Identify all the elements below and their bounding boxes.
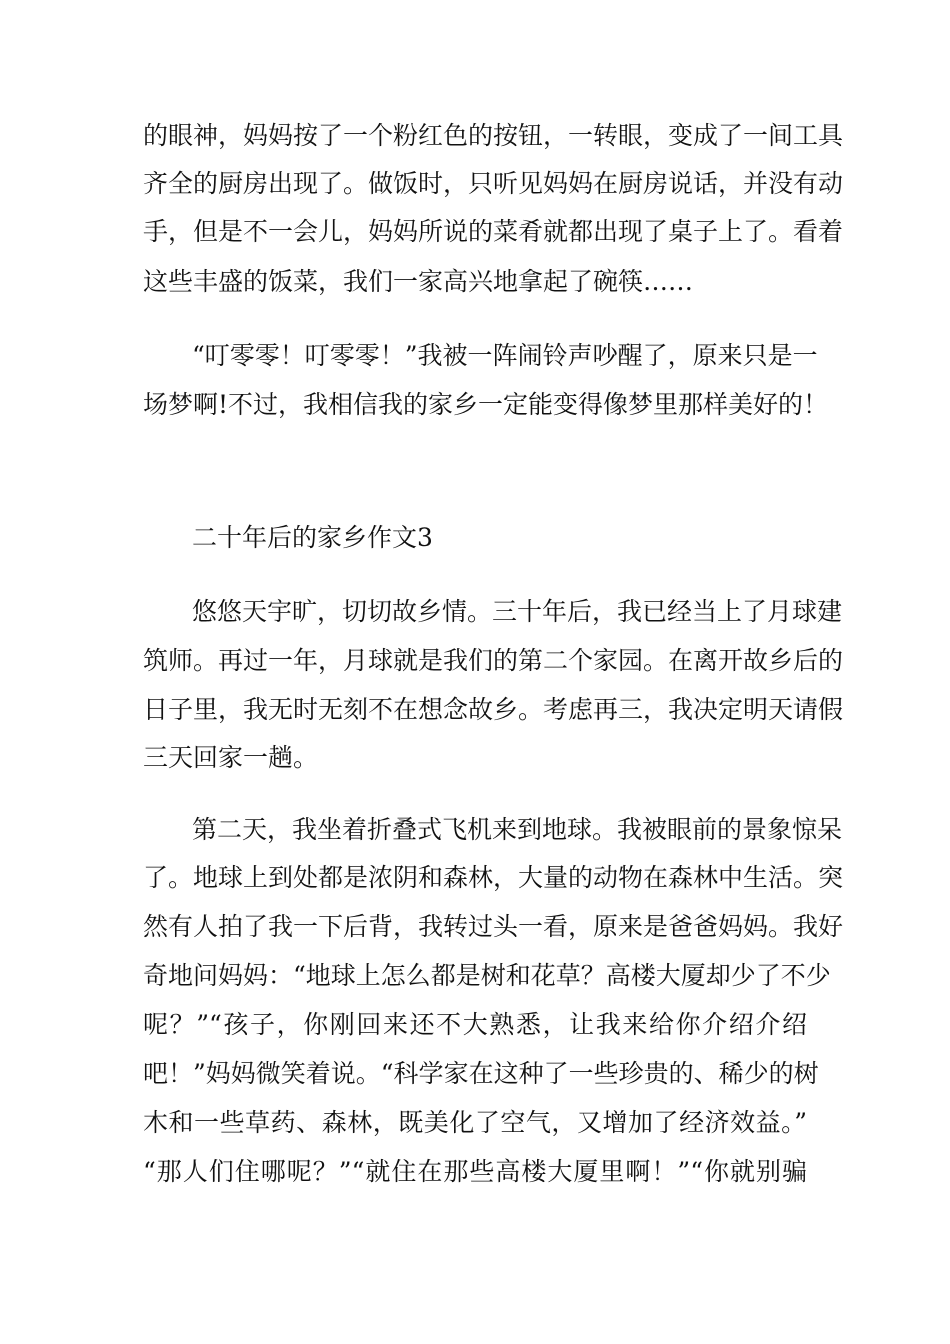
text-line: 三天回家一趟。: [143, 743, 319, 772]
text-line: 木和一些草药、森林，既美化了空气，又增加了经济效益。”: [143, 1108, 807, 1137]
text-line: 然有人拍了我一下后背，我转过头一看，原来是爸爸妈妈。我好: [143, 912, 844, 941]
text-line: 齐全的厨房出现了。做饭时，只听见妈妈在厨房说话，并没有动: [143, 169, 844, 198]
text-line: “那人们住哪呢？”“就住在那些高楼大厦里啊！”“你就别骗: [143, 1157, 807, 1186]
text-line: “叮零零！叮零零！”我被一阵闹铃声吵醒了，原来只是一: [192, 341, 818, 370]
text-line: 呢？”“孩子，你刚回来还不大熟悉，让我来给你介绍介绍: [143, 1010, 807, 1039]
text-line: 场梦啊!不过，我相信我的家乡一定能变得像梦里那样美好的！: [143, 390, 829, 419]
text-line: 日子里，我无时无刻不在想念故乡。考虑再三，我决定明天请假: [143, 695, 844, 724]
text-line: 吧！”妈妈微笑着说。“科学家在这种了一些珍贵的、稀少的树: [143, 1059, 819, 1088]
text-line: 悠悠天宇旷，切切故乡情。三十年后，我已经当上了月球建: [192, 597, 843, 626]
text-line: 这些丰盛的饭菜，我们一家高兴地拿起了碗筷……: [143, 267, 694, 296]
text-line: 第二天，我坐着折叠式飞机来到地球。我被眼前的景象惊呆: [192, 815, 843, 844]
text-line: 手，但是不一会儿，妈妈所说的菜肴就都出现了桌子上了。看着: [143, 217, 844, 246]
text-line: 的眼神，妈妈按了一个粉红色的按钮，一转眼，变成了一间工具: [143, 121, 844, 150]
text-line: 奇地问妈妈：“地球上怎么都是树和花草？高楼大厦却少了不少: [143, 961, 831, 990]
text-line: 了。地球上到处都是浓阴和森林，大量的动物在森林中生活。突: [143, 863, 844, 892]
section-heading: 二十年后的家乡作文3: [192, 523, 433, 552]
text-line: 筑师。再过一年，月球就是我们的第二个家园。在离开故乡后的: [143, 646, 844, 675]
